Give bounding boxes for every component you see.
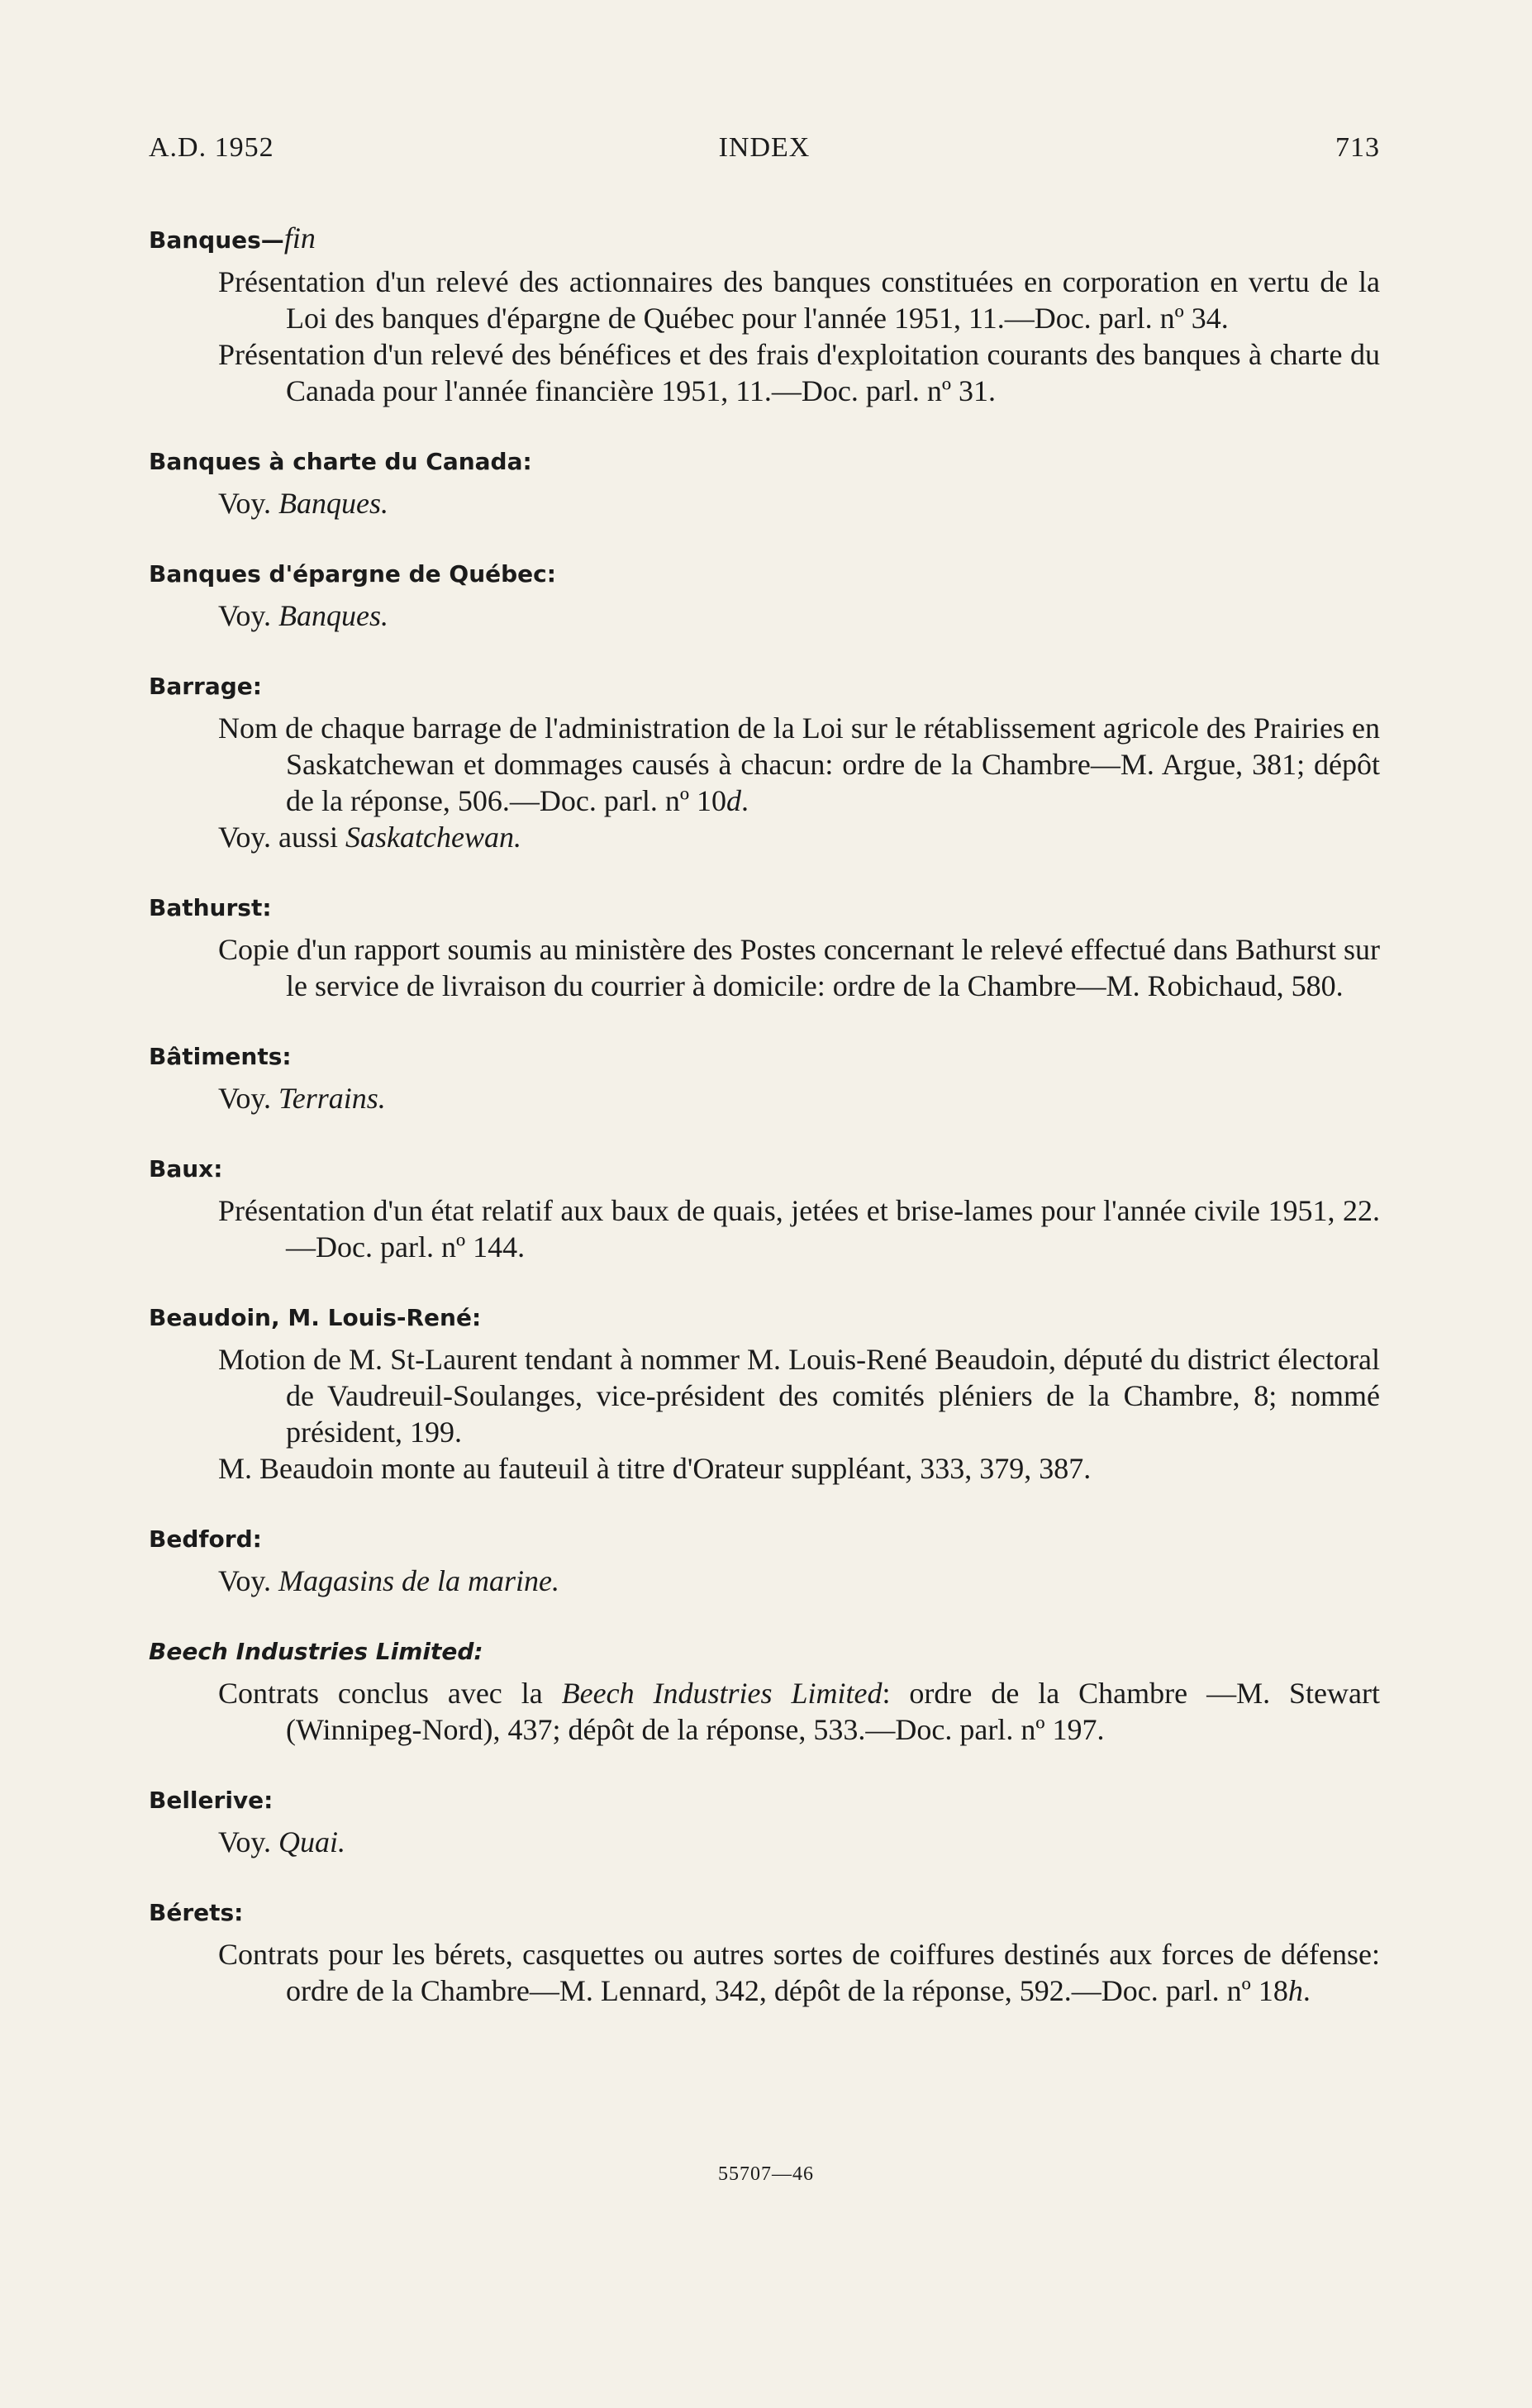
entry-text: Copie d'un rapport soumis au ministère des Postes concernant le relevé effectué dans Bathurst sur le service de livraison du courrier à domicile: ordre de la Chambre—M. Robichaud, 580. — [218, 933, 1380, 1002]
running-head — [149, 132, 1380, 174]
entry-heading — [149, 1523, 1380, 1556]
entry-text: Contrats pour les bérets, casquettes ou autres sortes de coiffures destinés aux forces de défense: ordre de la Chambre—M. Lennard, 342, dépôt de la réponse, 592.—Doc. parl. nº 18h. — [218, 1938, 1380, 2007]
footer-printer-code: 55707—46 — [718, 2163, 814, 2185]
entry-heading — [149, 221, 1380, 257]
entry-heading — [149, 1153, 1380, 1186]
index-entry — [149, 445, 1380, 521]
entry-heading — [149, 445, 1380, 478]
entry-heading-text: Bérets: — [149, 1899, 244, 1926]
index-entry — [149, 1302, 1380, 1487]
entry-text: Présentation d'un relevé des bénéfices et des frais d'exploitation courants des banques à charte du Canada pour l'année financière 1951, 11.—Doc. parl. nº 31. — [218, 338, 1380, 407]
entry-text: Voy. Magasins de la marine. — [218, 1564, 560, 1597]
index-entry — [149, 1635, 1380, 1748]
entry-heading — [149, 1040, 1380, 1073]
index-entry — [149, 1040, 1380, 1116]
entry-heading-text: Beaudoin, M. Louis-René: — [149, 1304, 482, 1331]
index-entry — [149, 1523, 1380, 1599]
entry-text: Nom de chaque barrage de l'administration de la Loi sur le rétablissement agricole des Prairies en Saskatchewan et dommages causés à chacun: ordre de la Chambre—M. Argue, 381; dépôt de la réponse, 506.—Doc. parl. nº 10d. — [218, 711, 1380, 817]
entry-heading-text: Bedford: — [149, 1525, 262, 1553]
entry-heading — [149, 1302, 1380, 1335]
entry-heading-text: Banques— — [149, 226, 284, 254]
entry-heading-suffix: fin — [283, 221, 316, 255]
entry-text: Voy. aussi Saskatchewan. — [218, 821, 521, 854]
entry-heading — [149, 670, 1380, 703]
entry-heading-text: Bathurst: — [149, 894, 272, 921]
index-entries — [149, 221, 1380, 2045]
entry-heading-text: Bellerive: — [149, 1787, 274, 1814]
entry-text: Contrats conclus avec la Beech Industries Limited: ordre de la Chambre —M. Stewart (Winnipeg-Nord), 437; dépôt de la réponse, 533.—Doc. parl. nº 197. — [218, 1677, 1380, 1746]
entry-text: Motion de M. St-Laurent tendant à nommer M. Louis-René Beaudoin, député du district électoral de Vaudreuil-Soulanges, vice-président des comités pléniers de la Chambre, 8; nommé président, 199. — [218, 1343, 1380, 1449]
entry-heading — [149, 1784, 1380, 1817]
header-page-number: 713 — [1335, 132, 1380, 163]
index-entry — [149, 558, 1380, 634]
entry-text: Voy. Terrains. — [218, 1082, 386, 1115]
entry-heading-text: Banques à charte du Canada: — [149, 448, 532, 475]
entry-heading-text: Bâtiments: — [149, 1043, 292, 1070]
index-entry — [149, 1896, 1380, 2009]
entry-text: Présentation d'un état relatif aux baux de quais, jetées et brise-lames pour l'année civile 1951, 22.—Doc. parl. nº 144. — [218, 1194, 1380, 1263]
entry-heading-text: Banques d'épargne de Québec: — [149, 560, 556, 588]
entry-heading-text: Beech Industries Limited: — [149, 1638, 483, 1665]
entry-heading — [149, 892, 1380, 925]
index-entry — [149, 670, 1380, 855]
entry-heading-text: Barrage: — [149, 673, 262, 700]
header-title: INDEX — [718, 132, 811, 163]
index-entry — [149, 892, 1380, 1004]
header-year: A.D. 1952 — [149, 132, 274, 163]
entry-text: Voy. Banques. — [218, 487, 389, 520]
index-entry — [149, 1784, 1380, 1860]
entry-text: Présentation d'un relevé des actionnaires des banques constituées en corporation en vertu de la Loi des banques d'épargne de Québec pour l'année 1951, 11.—Doc. parl. nº 34. — [218, 265, 1380, 335]
entry-heading — [149, 1896, 1380, 1930]
index-entry — [149, 221, 1380, 409]
entry-text: M. Beaudoin monte au fauteuil à titre d'Orateur suppléant, 333, 379, 387. — [218, 1452, 1092, 1485]
entry-heading — [149, 1635, 1380, 1668]
entry-heading — [149, 558, 1380, 591]
entry-heading-text: Baux: — [149, 1155, 223, 1183]
entry-text: Voy. Banques. — [218, 599, 389, 632]
index-entry — [149, 1153, 1380, 1265]
entry-text: Voy. Quai. — [218, 1825, 346, 1858]
